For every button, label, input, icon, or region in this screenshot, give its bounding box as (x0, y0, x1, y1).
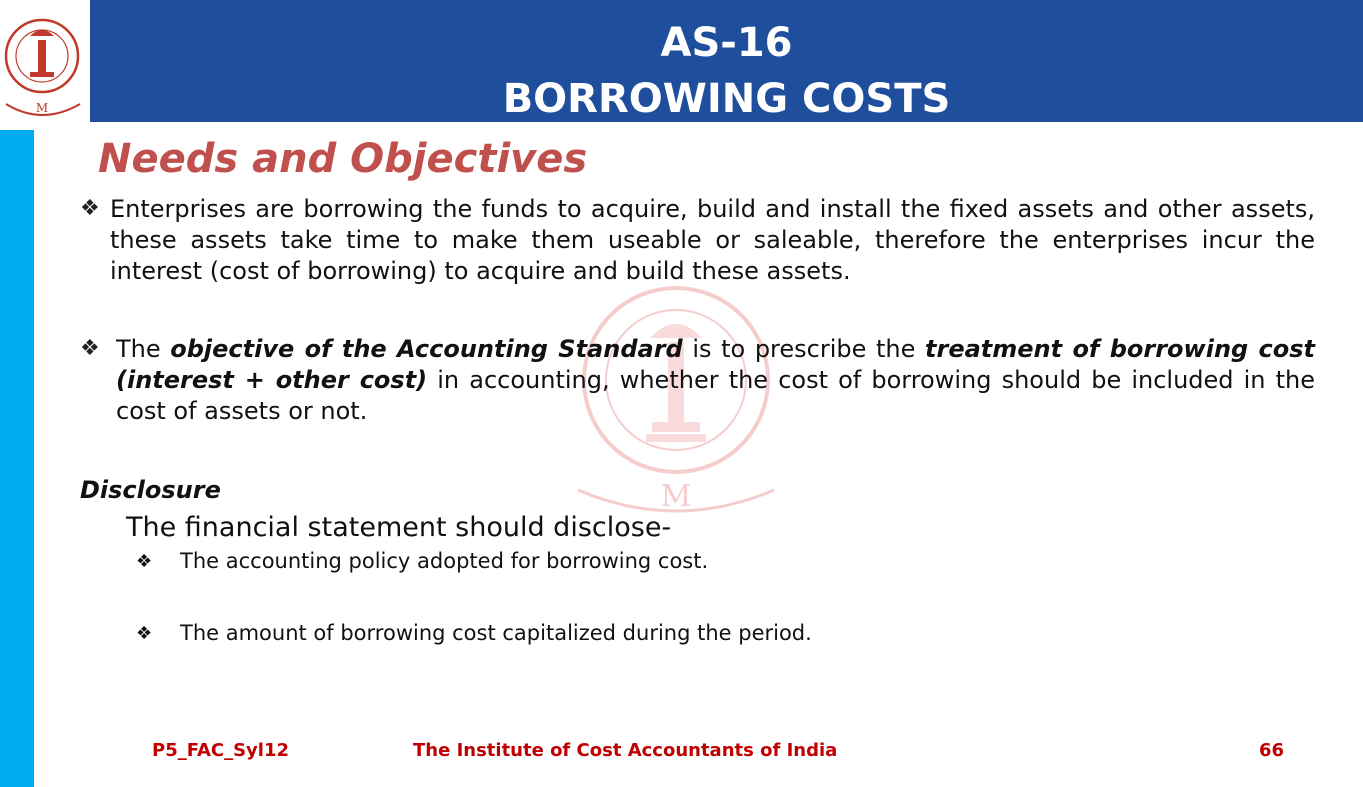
disclosure-item: The accounting policy adopted for borrowing cost. (180, 549, 709, 573)
left-accent-bar (0, 130, 34, 787)
diamond-bullet-icon: ❖ (136, 623, 153, 644)
institute-seal-icon (0, 0, 88, 122)
svg-text:M: M (660, 479, 692, 514)
slide-title-line2: BORROWING COSTS (502, 76, 951, 122)
objective-text-3: in accounting, whether the cost of borrowing should be included in the cost of assets or not. (116, 366, 1315, 425)
diamond-bullet-icon: ❖ (80, 196, 100, 221)
disclosure-intro: The financial statement should disclose- (126, 512, 672, 543)
paragraph-objective (116, 334, 1315, 427)
objective-text-1: The (116, 335, 171, 363)
diamond-bullet-icon: ❖ (80, 336, 100, 361)
svg-text:M: M (35, 101, 49, 115)
disclosure-heading: Disclosure (80, 476, 221, 504)
footer-page-number: 66 (1259, 740, 1285, 761)
objective-emphasis-2: treatment of borrowing cost (interest + other cost) (116, 335, 1316, 394)
footer-course-code: P5_FAC_Syl12 (152, 740, 290, 761)
section-title: Needs and Objectives (98, 136, 588, 182)
objective-emphasis-1: objective of the Accounting Standard (170, 335, 683, 363)
footer-institute-name: The Institute of Cost Accountants of India (413, 740, 838, 761)
slide-title-line1: AS-16 (660, 20, 793, 66)
diamond-bullet-icon: ❖ (136, 551, 153, 572)
disclosure-item: The amount of borrowing cost capitalized during the period. (180, 621, 812, 645)
paragraph-borrowing-funds: Enterprises are borrowing the funds to acquire, build and install the fixed assets and other assets, these assets take time to make them useable or saleable, therefore the enterprises incur the interest (cost of borrowing) to acquire and build these assets. (110, 195, 1315, 285)
objective-text-2: is to prescribe the (682, 335, 926, 363)
